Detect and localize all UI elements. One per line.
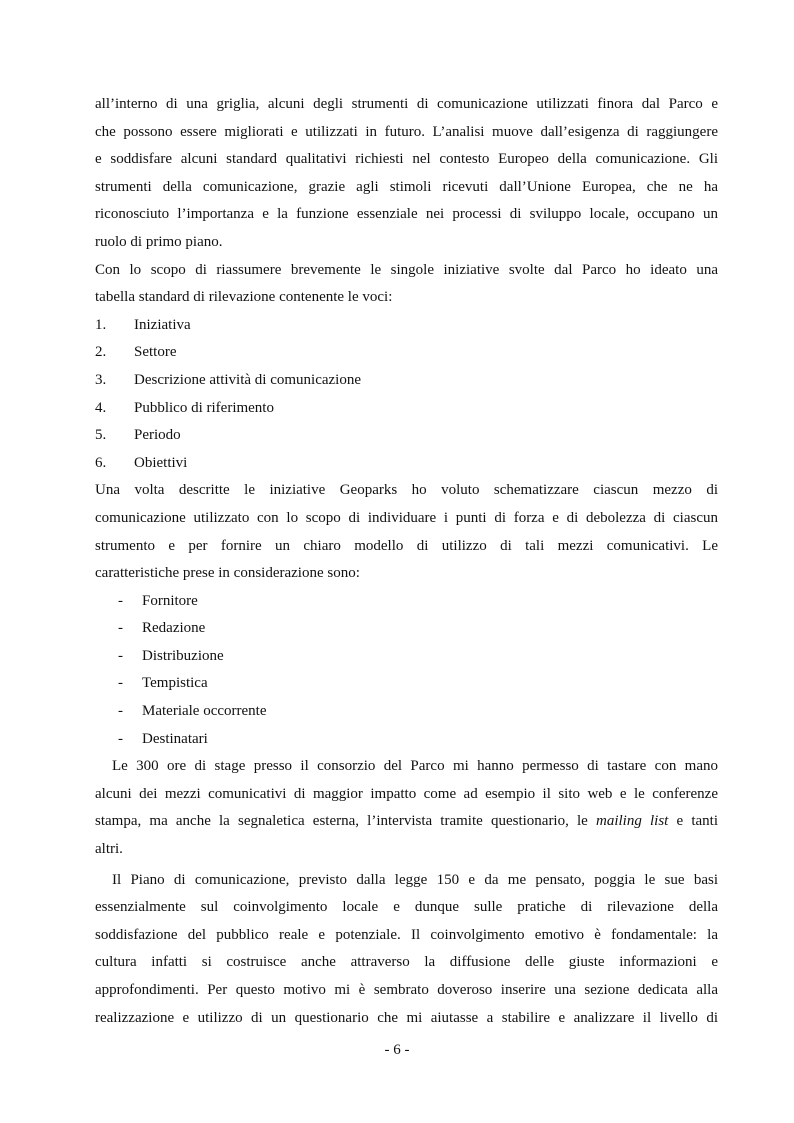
- list-item-text: Destinatari: [142, 730, 208, 747]
- list-item: [95, 643, 718, 671]
- text-line: Una volta descritte le iniziative Geoparks ho voluto schematizzare ciascun mezzo di: [95, 482, 718, 499]
- list-item-dash: -: [118, 675, 123, 692]
- text-line: Le 300 ore di stage presso il consorzio del Parco mi hanno permesso di tastare con mano: [112, 758, 718, 775]
- list-item: [95, 670, 718, 698]
- text-line: all’interno di una griglia, alcuni degli strumenti di comunicazione utilizzati finora dal Parco e: [95, 96, 718, 112]
- list-item: [95, 615, 718, 643]
- text-line: soddisfazione del pubblico reale e potenziale. Il coinvolgimento emotivo è fondamentale: la: [95, 926, 718, 943]
- list-item-dash: -: [118, 592, 123, 609]
- list-item-text: Fornitore: [142, 592, 198, 609]
- list-item-number: 4.: [95, 399, 107, 416]
- list-item: [95, 698, 718, 726]
- paragraph-stage: [95, 753, 718, 863]
- list-item-text: Distribuzione: [142, 647, 224, 664]
- list-item-dash: -: [118, 647, 123, 664]
- list-item: [95, 726, 718, 754]
- list-item-number: 5.: [95, 427, 107, 444]
- text-line: tabella standard di rilevazione contenente le voci:: [95, 289, 393, 306]
- list-item: [95, 312, 718, 340]
- text-line: essenzialmente sul coinvolgimento locale e dunque sulle pratiche di rilevazione della: [95, 899, 718, 916]
- text-line: comunicazione utilizzato con lo scopo di individuare i punti di forza e di debolezza di ciascun: [95, 509, 718, 526]
- list-item-text: Periodo: [134, 427, 181, 444]
- list-item-text: Pubblico di riferimento: [134, 399, 274, 416]
- numbered-list: [95, 312, 718, 478]
- list-item-dash: -: [118, 703, 123, 720]
- dash-list: [95, 588, 718, 754]
- list-item-text: Redazione: [142, 620, 206, 637]
- list-item-text: Settore: [134, 344, 177, 361]
- text-line: strumento e per fornire un chiaro modello di utilizzo di tali mezzi comunicativi. Le: [95, 537, 718, 554]
- text-line: Il Piano di comunicazione, previsto dalla legge 150 e da me pensato, poggia le sue basi: [112, 871, 718, 888]
- text-line: strumenti della comunicazione, grazie agli stimoli ricevuti dall’Unione Europea, che ne ha: [95, 178, 718, 195]
- text-line: Con lo scopo di riassumere brevemente le singole iniziative svolte dal Parco ho ideato una: [95, 261, 718, 278]
- text-line: alcuni dei mezzi comunicativi di maggior impatto come ad esempio il sito web e le conferenze: [95, 785, 718, 802]
- text-line: cultura infatti si costruisce anche attraverso la diffusione delle giuste informazioni e: [95, 954, 718, 971]
- list-item-text: Obiettivi: [134, 454, 188, 471]
- list-item-text: Materiale occorrente: [142, 703, 267, 720]
- text-line: approfondimenti. Per questo motivo mi è sembrato doveroso inserire una sezione dedicata alla: [95, 982, 718, 998]
- list-item-text: Iniziativa: [134, 316, 191, 333]
- list-item-number: 2.: [95, 344, 107, 361]
- text-line: ruolo di primo piano.: [95, 233, 223, 250]
- list-item: [95, 450, 718, 478]
- list-item-dash: -: [118, 730, 123, 747]
- text-line: [95, 808, 718, 836]
- text-segment: stampa, ma anche la segnaletica esterna, l’intervista tramite questionario, le: [95, 813, 596, 830]
- paragraph-griglia-strumenti: [95, 91, 718, 257]
- list-item: [95, 422, 718, 450]
- document-page: [95, 91, 718, 1032]
- list-item-dash: -: [118, 620, 123, 637]
- paragraph-geoparks: [95, 477, 718, 587]
- text-segment: e tanti: [668, 813, 718, 830]
- list-item-text: Tempistica: [142, 675, 208, 692]
- list-item: [95, 395, 718, 423]
- list-item-number: 1.: [95, 316, 107, 333]
- list-item-text: Descrizione attività di comunicazione: [134, 371, 361, 388]
- text-line: caratteristiche prese in considerazione sono:: [95, 565, 360, 582]
- list-item-number: 3.: [95, 371, 107, 388]
- list-item: [95, 339, 718, 367]
- text-line: riconosciuto l’importanza e la funzione essenziale nei processi di sviluppo locale, occupano un: [95, 206, 718, 223]
- text-line: che possono essere migliorati e utilizzati in futuro. L’analisi muove dall’esigenza di raggiungere: [95, 123, 718, 140]
- list-item-number: 6.: [95, 454, 107, 471]
- list-item: [95, 367, 718, 395]
- list-item: [95, 588, 718, 616]
- paragraph-piano-comunicazione: [95, 867, 718, 1033]
- text-line: realizzazione e utilizzo di un questionario che mi aiutasse a stabilire e analizzare il livello di: [95, 1009, 718, 1026]
- paragraph-tabella-standard: [95, 257, 718, 312]
- text-line: e soddisfare alcuni standard qualitativi richiesti nel contesto Europeo della comunicazione. Gli: [95, 151, 718, 168]
- page-number: - 6 -: [384, 1042, 410, 1058]
- italic-term: mailing list: [596, 813, 669, 830]
- text-line: altri.: [95, 841, 123, 858]
